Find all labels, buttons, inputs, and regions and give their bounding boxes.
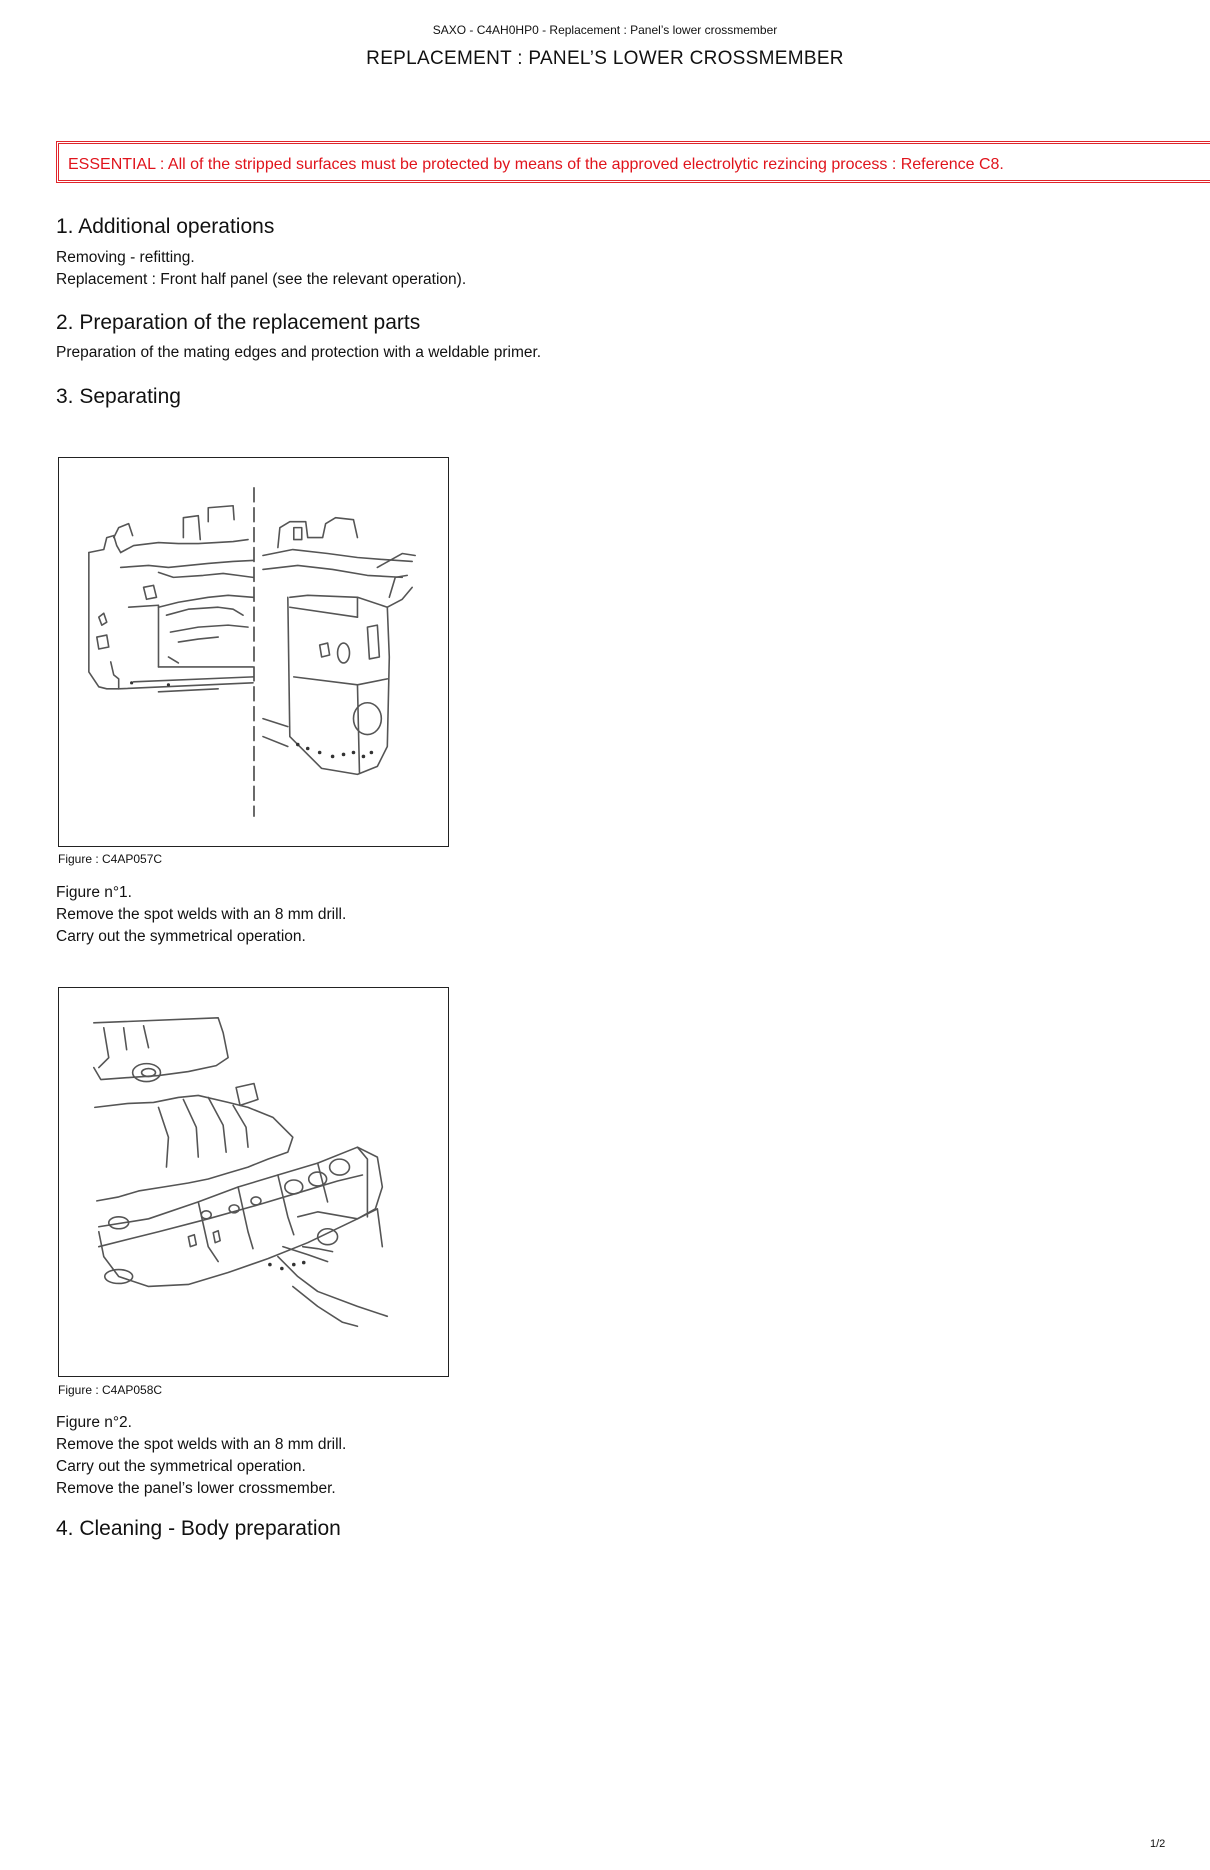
section-heading-additional-operations: 1. Additional operations [56, 215, 275, 238]
figure-2-illustration [58, 987, 449, 1377]
figure-2-caption: Figure : C4AP058C [58, 1383, 163, 1397]
section-2-line-1: Preparation of the mating edges and protection with a weldable primer. [56, 344, 542, 361]
figure-1-line-3: Carry out the symmetrical operation. [56, 928, 306, 945]
figure-1-caption: Figure : C4AP057C [58, 852, 163, 866]
figure-2-line-4: Remove the panel’s lower crossmember. [56, 1480, 336, 1497]
section-1-line-2: Replacement : Front half panel (see the relevant operation). [56, 271, 467, 288]
document-title: REPLACEMENT : PANEL’S LOWER CROSSMEMBER [366, 48, 844, 69]
section-1-line-1: Removing - refitting. [56, 249, 195, 266]
figure-1-line-1: Figure n°1. [56, 884, 132, 901]
section-heading-cleaning: 4. Cleaning - Body preparation [56, 1517, 341, 1540]
essential-notice-text: ESSENTIAL : All of the stripped surfaces must be protected by means of the approved electrolytic rezincing process : Reference C8. [68, 156, 1004, 173]
figure-1-illustration [58, 457, 449, 847]
page-number: 1/2 [1150, 1838, 1166, 1850]
figure-1-line-2: Remove the spot welds with an 8 mm drill. [56, 906, 347, 923]
figure-2-line-2: Remove the spot welds with an 8 mm drill. [56, 1436, 347, 1453]
essential-notice [56, 141, 1210, 183]
figure-2-line-1: Figure n°2. [56, 1414, 132, 1431]
section-heading-preparation: 2. Preparation of the replacement parts [56, 311, 421, 334]
figure-2-drawing [59, 988, 448, 1376]
figure-2-line-3: Carry out the symmetrical operation. [56, 1458, 306, 1475]
running-header: SAXO - C4AH0HP0 - Replacement : Panel’s lower crossmember [432, 23, 778, 37]
figure-1-drawing [59, 458, 448, 846]
section-heading-separating: 3. Separating [56, 385, 181, 408]
